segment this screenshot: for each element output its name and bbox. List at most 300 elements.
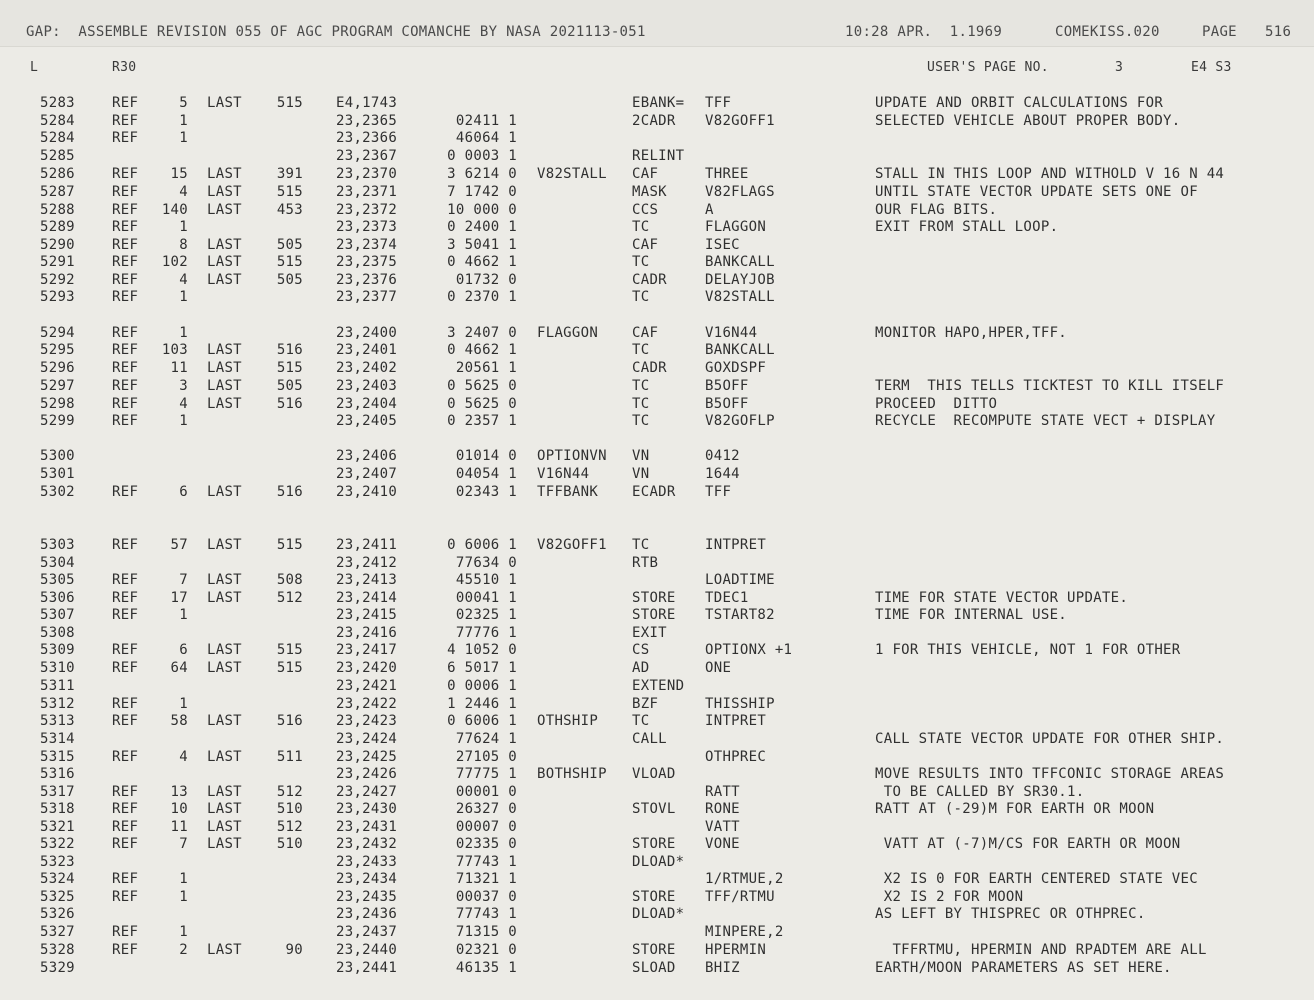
row-ln: 5290 bbox=[40, 237, 75, 253]
row-ln: 5322 bbox=[40, 836, 75, 852]
row-cnt: 7 bbox=[179, 572, 188, 588]
row-last: LAST bbox=[207, 166, 242, 182]
subheader-section: R30 bbox=[112, 60, 137, 75]
row-cnt: 102 bbox=[161, 254, 188, 270]
row-ref: REF bbox=[112, 696, 139, 712]
row-ref: REF bbox=[112, 713, 139, 729]
row-ref: REF bbox=[112, 95, 139, 111]
row-comment: TERM THIS TELLS TICKTEST TO KILL ITSELF bbox=[875, 378, 1225, 394]
row-ref: REF bbox=[112, 660, 139, 676]
row-ref: REF bbox=[112, 607, 139, 623]
row-comment: CALL STATE VECTOR UPDATE FOR OTHER SHIP. bbox=[875, 731, 1225, 747]
listing-row bbox=[0, 924, 1314, 942]
row-cnt: 11 bbox=[170, 360, 188, 376]
row-label: FLAGGON bbox=[537, 325, 599, 341]
listing-row bbox=[0, 396, 1314, 414]
row-ln: 5317 bbox=[40, 784, 75, 800]
row-operand: OTHPREC bbox=[705, 749, 767, 765]
row-operand: 1644 bbox=[705, 466, 740, 482]
row-lp: 453 bbox=[276, 202, 303, 218]
listing-row bbox=[0, 219, 1314, 237]
row-comment: AS LEFT BY THISPREC OR OTHPREC. bbox=[875, 906, 1146, 922]
row-addr: E4,1743 bbox=[336, 95, 398, 111]
row-addr: 23,2423 bbox=[336, 713, 398, 729]
row-lp: 510 bbox=[276, 801, 303, 817]
subheader-left: L bbox=[30, 60, 39, 75]
row-addr: 23,2411 bbox=[336, 537, 398, 553]
row-operand: V82STALL bbox=[705, 289, 775, 305]
row-operand: V82GOFF1 bbox=[705, 113, 775, 129]
row-addr: 23,2433 bbox=[336, 854, 398, 870]
row-operand: TFF bbox=[705, 484, 732, 500]
listing-row bbox=[0, 555, 1314, 573]
row-cnt: 64 bbox=[170, 660, 188, 676]
row-last: LAST bbox=[207, 784, 242, 800]
row-operand: GOXDSPF bbox=[705, 360, 767, 376]
row-lp: 505 bbox=[276, 378, 303, 394]
row-comment: OUR FLAG BITS. bbox=[875, 202, 998, 218]
row-comment: SELECTED VEHICLE ABOUT PROPER BODY. bbox=[875, 113, 1181, 129]
listing-row bbox=[0, 572, 1314, 590]
row-code: 0 2357 1 bbox=[447, 413, 517, 429]
row-cnt: 58 bbox=[170, 713, 188, 729]
row-lp: 512 bbox=[276, 784, 303, 800]
row-addr: 23,2417 bbox=[336, 642, 398, 658]
row-ref: REF bbox=[112, 942, 139, 958]
row-ln: 5297 bbox=[40, 378, 75, 394]
row-label: V82GOFF1 bbox=[537, 537, 607, 553]
row-operand: B5OFF bbox=[705, 396, 749, 412]
row-cnt: 3 bbox=[179, 378, 188, 394]
listing-row bbox=[0, 148, 1314, 166]
row-code: 0 5625 0 bbox=[447, 396, 517, 412]
listing-row bbox=[0, 378, 1314, 396]
row-code: 7 1742 0 bbox=[447, 184, 517, 200]
row-addr: 23,2402 bbox=[336, 360, 398, 376]
user-page-label: USER'S PAGE NO. bbox=[927, 60, 1049, 75]
listing-row bbox=[0, 801, 1314, 819]
row-ln: 5285 bbox=[40, 148, 75, 164]
row-addr: 23,2437 bbox=[336, 924, 398, 940]
row-addr: 23,2412 bbox=[336, 555, 398, 571]
listing-row bbox=[0, 784, 1314, 802]
row-last: LAST bbox=[207, 237, 242, 253]
row-op: CS bbox=[632, 642, 650, 658]
row-op: BZF bbox=[632, 696, 659, 712]
row-ln: 5288 bbox=[40, 202, 75, 218]
row-ref: REF bbox=[112, 130, 139, 146]
row-ln: 5321 bbox=[40, 819, 75, 835]
row-lp: 515 bbox=[276, 660, 303, 676]
row-ref: REF bbox=[112, 272, 139, 288]
row-lp: 516 bbox=[276, 484, 303, 500]
row-ln: 5323 bbox=[40, 854, 75, 870]
row-code: 77743 1 bbox=[455, 906, 517, 922]
row-code: 02325 1 bbox=[455, 607, 517, 623]
row-op: TC bbox=[632, 289, 650, 305]
row-last: LAST bbox=[207, 272, 242, 288]
row-last: LAST bbox=[207, 819, 242, 835]
row-operand: V82FLAGS bbox=[705, 184, 775, 200]
row-ref: REF bbox=[112, 784, 139, 800]
row-op: STORE bbox=[632, 889, 676, 905]
row-op: CAF bbox=[632, 237, 659, 253]
row-cnt: 1 bbox=[179, 130, 188, 146]
row-code: 46135 1 bbox=[455, 960, 517, 976]
row-op: VN bbox=[632, 448, 650, 464]
row-op: RELINT bbox=[632, 148, 685, 164]
row-operand: TFF bbox=[705, 95, 732, 111]
row-last: LAST bbox=[207, 836, 242, 852]
row-addr: 23,2434 bbox=[336, 871, 398, 887]
row-ln: 5301 bbox=[40, 466, 75, 482]
row-code: 27105 0 bbox=[455, 749, 517, 765]
row-op: CALL bbox=[632, 731, 667, 747]
row-code: 0 5625 0 bbox=[447, 378, 517, 394]
row-cnt: 7 bbox=[179, 836, 188, 852]
row-ln: 5299 bbox=[40, 413, 75, 429]
row-code: 6 5017 1 bbox=[447, 660, 517, 676]
listing-row bbox=[0, 113, 1314, 131]
row-last: LAST bbox=[207, 537, 242, 553]
row-comment: MONITOR HAPO,HPER,TFF. bbox=[875, 325, 1068, 341]
row-addr: 23,2421 bbox=[336, 678, 398, 694]
row-lp: 512 bbox=[276, 819, 303, 835]
row-cnt: 1 bbox=[179, 325, 188, 341]
row-op: VLOAD bbox=[632, 766, 676, 782]
row-addr: 23,2370 bbox=[336, 166, 398, 182]
row-comment: TIME FOR STATE VECTOR UPDATE. bbox=[875, 590, 1129, 606]
row-operand: DELAYJOB bbox=[705, 272, 775, 288]
listing-row bbox=[0, 202, 1314, 220]
row-ln: 5318 bbox=[40, 801, 75, 817]
row-ref: REF bbox=[112, 749, 139, 765]
row-code: 0 6006 1 bbox=[447, 713, 517, 729]
row-ln: 5295 bbox=[40, 342, 75, 358]
row-cnt: 1 bbox=[179, 113, 188, 129]
listing-timestamp: 10:28 APR. 1.1969 bbox=[845, 24, 1003, 40]
row-code: 77776 1 bbox=[455, 625, 517, 641]
listing-row bbox=[0, 660, 1314, 678]
row-op: TC bbox=[632, 342, 650, 358]
row-ln: 5305 bbox=[40, 572, 75, 588]
row-operand: VONE bbox=[705, 836, 740, 852]
row-addr: 23,2435 bbox=[336, 889, 398, 905]
listing-row bbox=[0, 325, 1314, 343]
row-lp: 505 bbox=[276, 272, 303, 288]
row-ref: REF bbox=[112, 202, 139, 218]
row-op: STORE bbox=[632, 590, 676, 606]
row-lp: 90 bbox=[285, 942, 303, 958]
row-ln: 5314 bbox=[40, 731, 75, 747]
row-code: 20561 1 bbox=[455, 360, 517, 376]
row-lp: 510 bbox=[276, 836, 303, 852]
row-lp: 516 bbox=[276, 713, 303, 729]
row-comment: RATT AT (-29)M FOR EARTH OR MOON bbox=[875, 801, 1155, 817]
row-last: LAST bbox=[207, 184, 242, 200]
row-ln: 5287 bbox=[40, 184, 75, 200]
row-addr: 23,2366 bbox=[336, 130, 398, 146]
row-lp: 515 bbox=[276, 537, 303, 553]
listing-row bbox=[0, 466, 1314, 484]
row-comment: TO BE CALLED BY SR30.1. bbox=[875, 784, 1085, 800]
row-op: EXTEND bbox=[632, 678, 685, 694]
listing-row bbox=[0, 749, 1314, 767]
row-op: STORE bbox=[632, 607, 676, 623]
row-ref: REF bbox=[112, 289, 139, 305]
row-operand: RATT bbox=[705, 784, 740, 800]
listing-row bbox=[0, 272, 1314, 290]
row-ln: 5303 bbox=[40, 537, 75, 553]
row-label: OPTIONVN bbox=[537, 448, 607, 464]
row-ln: 5308 bbox=[40, 625, 75, 641]
row-lp: 391 bbox=[276, 166, 303, 182]
row-code: 0 6006 1 bbox=[447, 537, 517, 553]
row-operand: TFF/RTMU bbox=[705, 889, 775, 905]
row-operand: TDEC1 bbox=[705, 590, 749, 606]
row-ln: 5327 bbox=[40, 924, 75, 940]
listing-row bbox=[0, 537, 1314, 555]
row-ln: 5304 bbox=[40, 555, 75, 571]
row-code: 26327 0 bbox=[455, 801, 517, 817]
row-cnt: 13 bbox=[170, 784, 188, 800]
row-last: LAST bbox=[207, 942, 242, 958]
row-cnt: 15 bbox=[170, 166, 188, 182]
row-ln: 5329 bbox=[40, 960, 75, 976]
row-operand: BANKCALL bbox=[705, 342, 775, 358]
row-label: TFFBANK bbox=[537, 484, 599, 500]
row-ref: REF bbox=[112, 166, 139, 182]
row-code: 3 5041 1 bbox=[447, 237, 517, 253]
row-comment: EARTH/MOON PARAMETERS AS SET HERE. bbox=[875, 960, 1172, 976]
user-page-number: 3 bbox=[1115, 60, 1124, 75]
row-ref: REF bbox=[112, 413, 139, 429]
row-ln: 5307 bbox=[40, 607, 75, 623]
row-code: 4 1052 0 bbox=[447, 642, 517, 658]
row-op: RTB bbox=[632, 555, 659, 571]
row-operand: INTPRET bbox=[705, 537, 767, 553]
row-comment: UPDATE AND ORBIT CALCULATIONS FOR bbox=[875, 95, 1164, 111]
listing-row bbox=[0, 960, 1314, 978]
row-label: V82STALL bbox=[537, 166, 607, 182]
row-addr: 23,2373 bbox=[336, 219, 398, 235]
row-last: LAST bbox=[207, 749, 242, 765]
row-ln: 5300 bbox=[40, 448, 75, 464]
row-lp: 515 bbox=[276, 254, 303, 270]
row-lp: 515 bbox=[276, 95, 303, 111]
row-op: CAF bbox=[632, 166, 659, 182]
row-op: STORE bbox=[632, 836, 676, 852]
row-code: 46064 1 bbox=[455, 130, 517, 146]
row-code: 00007 0 bbox=[455, 819, 517, 835]
row-ref: REF bbox=[112, 237, 139, 253]
row-cnt: 1 bbox=[179, 413, 188, 429]
row-ln: 5316 bbox=[40, 766, 75, 782]
row-cnt: 1 bbox=[179, 219, 188, 235]
row-operand: FLAGGON bbox=[705, 219, 767, 235]
row-addr: 23,2425 bbox=[336, 749, 398, 765]
row-ln: 5298 bbox=[40, 396, 75, 412]
row-cnt: 6 bbox=[179, 484, 188, 500]
row-op: EXIT bbox=[632, 625, 667, 641]
row-addr: 23,2440 bbox=[336, 942, 398, 958]
listing-row bbox=[0, 942, 1314, 960]
row-ref: REF bbox=[112, 219, 139, 235]
row-ln: 5315 bbox=[40, 749, 75, 765]
row-op: TC bbox=[632, 537, 650, 553]
row-cnt: 6 bbox=[179, 642, 188, 658]
row-operand: ISEC bbox=[705, 237, 740, 253]
row-cnt: 4 bbox=[179, 184, 188, 200]
row-operand: VATT bbox=[705, 819, 740, 835]
row-ln: 5284 bbox=[40, 113, 75, 129]
row-operand: V16N44 bbox=[705, 325, 758, 341]
row-operand: A bbox=[705, 202, 714, 218]
row-comment: RECYCLE RECOMPUTE STATE VECT + DISPLAY bbox=[875, 413, 1216, 429]
row-addr: 23,2376 bbox=[336, 272, 398, 288]
row-ref: REF bbox=[112, 590, 139, 606]
row-addr: 23,2426 bbox=[336, 766, 398, 782]
listing-row bbox=[0, 590, 1314, 608]
row-label: OTHSHIP bbox=[537, 713, 599, 729]
row-addr: 23,2416 bbox=[336, 625, 398, 641]
row-ref: REF bbox=[112, 801, 139, 817]
row-ref: REF bbox=[112, 484, 139, 500]
listing-row bbox=[0, 95, 1314, 113]
row-cnt: 10 bbox=[170, 801, 188, 817]
row-addr: 23,2410 bbox=[336, 484, 398, 500]
row-code: 45510 1 bbox=[455, 572, 517, 588]
row-ln: 5324 bbox=[40, 871, 75, 887]
listing-row bbox=[0, 819, 1314, 837]
row-comment: TIME FOR INTERNAL USE. bbox=[875, 607, 1068, 623]
row-ln: 5311 bbox=[40, 678, 75, 694]
listing-title: GAP: ASSEMBLE REVISION 055 OF AGC PROGRAM COMANCHE BY NASA 2021113-051 bbox=[26, 24, 646, 40]
row-op: VN bbox=[632, 466, 650, 482]
row-ref: REF bbox=[112, 254, 139, 270]
row-cnt: 5 bbox=[179, 95, 188, 111]
row-last: LAST bbox=[207, 342, 242, 358]
row-last: LAST bbox=[207, 572, 242, 588]
row-code: 71321 1 bbox=[455, 871, 517, 887]
row-lp: 505 bbox=[276, 237, 303, 253]
row-op: CCS bbox=[632, 202, 659, 218]
row-ln: 5310 bbox=[40, 660, 75, 676]
row-cnt: 1 bbox=[179, 889, 188, 905]
listing-row bbox=[0, 237, 1314, 255]
row-ln: 5289 bbox=[40, 219, 75, 235]
row-code: 01732 0 bbox=[455, 272, 517, 288]
row-op: AD bbox=[632, 660, 650, 676]
row-operand: THISSHIP bbox=[705, 696, 775, 712]
row-lp: 508 bbox=[276, 572, 303, 588]
row-operand: BANKCALL bbox=[705, 254, 775, 270]
row-ref: REF bbox=[112, 342, 139, 358]
row-addr: 23,2422 bbox=[336, 696, 398, 712]
row-ln: 5294 bbox=[40, 325, 75, 341]
row-operand: MINPERE,2 bbox=[705, 924, 784, 940]
row-addr: 23,2413 bbox=[336, 572, 398, 588]
row-operand: THREE bbox=[705, 166, 749, 182]
row-addr: 23,2374 bbox=[336, 237, 398, 253]
listing-row bbox=[0, 731, 1314, 749]
row-op: CAF bbox=[632, 325, 659, 341]
row-addr: 23,2424 bbox=[336, 731, 398, 747]
listing-row bbox=[0, 906, 1314, 924]
row-op: STORE bbox=[632, 942, 676, 958]
row-ln: 5326 bbox=[40, 906, 75, 922]
row-ln: 5302 bbox=[40, 484, 75, 500]
row-op: EBANK= bbox=[632, 95, 685, 111]
listing-row bbox=[0, 642, 1314, 660]
row-cnt: 1 bbox=[179, 696, 188, 712]
row-last: LAST bbox=[207, 254, 242, 270]
row-ref: REF bbox=[112, 836, 139, 852]
row-code: 77634 0 bbox=[455, 555, 517, 571]
row-addr: 23,2371 bbox=[336, 184, 398, 200]
row-addr: 23,2406 bbox=[336, 448, 398, 464]
row-addr: 23,2415 bbox=[336, 607, 398, 623]
row-cnt: 57 bbox=[170, 537, 188, 553]
row-cnt: 4 bbox=[179, 272, 188, 288]
row-last: LAST bbox=[207, 378, 242, 394]
row-addr: 23,2427 bbox=[336, 784, 398, 800]
row-operand: INTPRET bbox=[705, 713, 767, 729]
row-addr: 23,2372 bbox=[336, 202, 398, 218]
row-ref: REF bbox=[112, 819, 139, 835]
row-addr: 23,2377 bbox=[336, 289, 398, 305]
row-op: SLOAD bbox=[632, 960, 676, 976]
row-cnt: 1 bbox=[179, 289, 188, 305]
row-code: 77624 1 bbox=[455, 731, 517, 747]
row-lp: 516 bbox=[276, 396, 303, 412]
row-cnt: 1 bbox=[179, 871, 188, 887]
row-ln: 5312 bbox=[40, 696, 75, 712]
row-operand: 1/RTMUE,2 bbox=[705, 871, 784, 887]
row-op: CADR bbox=[632, 272, 667, 288]
row-ref: REF bbox=[112, 113, 139, 129]
row-op: CADR bbox=[632, 360, 667, 376]
row-ref: REF bbox=[112, 537, 139, 553]
row-op: TC bbox=[632, 254, 650, 270]
row-addr: 23,2405 bbox=[336, 413, 398, 429]
row-addr: 23,2420 bbox=[336, 660, 398, 676]
listing-row bbox=[0, 889, 1314, 907]
row-comment: PROCEED DITTO bbox=[875, 396, 998, 412]
row-lp: 516 bbox=[276, 342, 303, 358]
bank-label: E4 S3 bbox=[1191, 60, 1232, 75]
row-ln: 5291 bbox=[40, 254, 75, 270]
row-ref: REF bbox=[112, 378, 139, 394]
row-op: TC bbox=[632, 219, 650, 235]
listing-row bbox=[0, 184, 1314, 202]
row-addr: 23,2441 bbox=[336, 960, 398, 976]
row-comment: X2 IS 2 FOR MOON bbox=[875, 889, 1024, 905]
row-last: LAST bbox=[207, 396, 242, 412]
row-ref: REF bbox=[112, 642, 139, 658]
row-addr: 23,2403 bbox=[336, 378, 398, 394]
row-code: 02321 0 bbox=[455, 942, 517, 958]
row-op: TC bbox=[632, 396, 650, 412]
listing-row bbox=[0, 836, 1314, 854]
row-code: 10 000 0 bbox=[447, 202, 517, 218]
row-ref: REF bbox=[112, 360, 139, 376]
row-code: 0 4662 1 bbox=[447, 342, 517, 358]
listing-row bbox=[0, 360, 1314, 378]
row-ref: REF bbox=[112, 871, 139, 887]
row-ln: 5309 bbox=[40, 642, 75, 658]
row-comment: TFFRTMU, HPERMIN AND RPADTEM ARE ALL bbox=[875, 942, 1207, 958]
